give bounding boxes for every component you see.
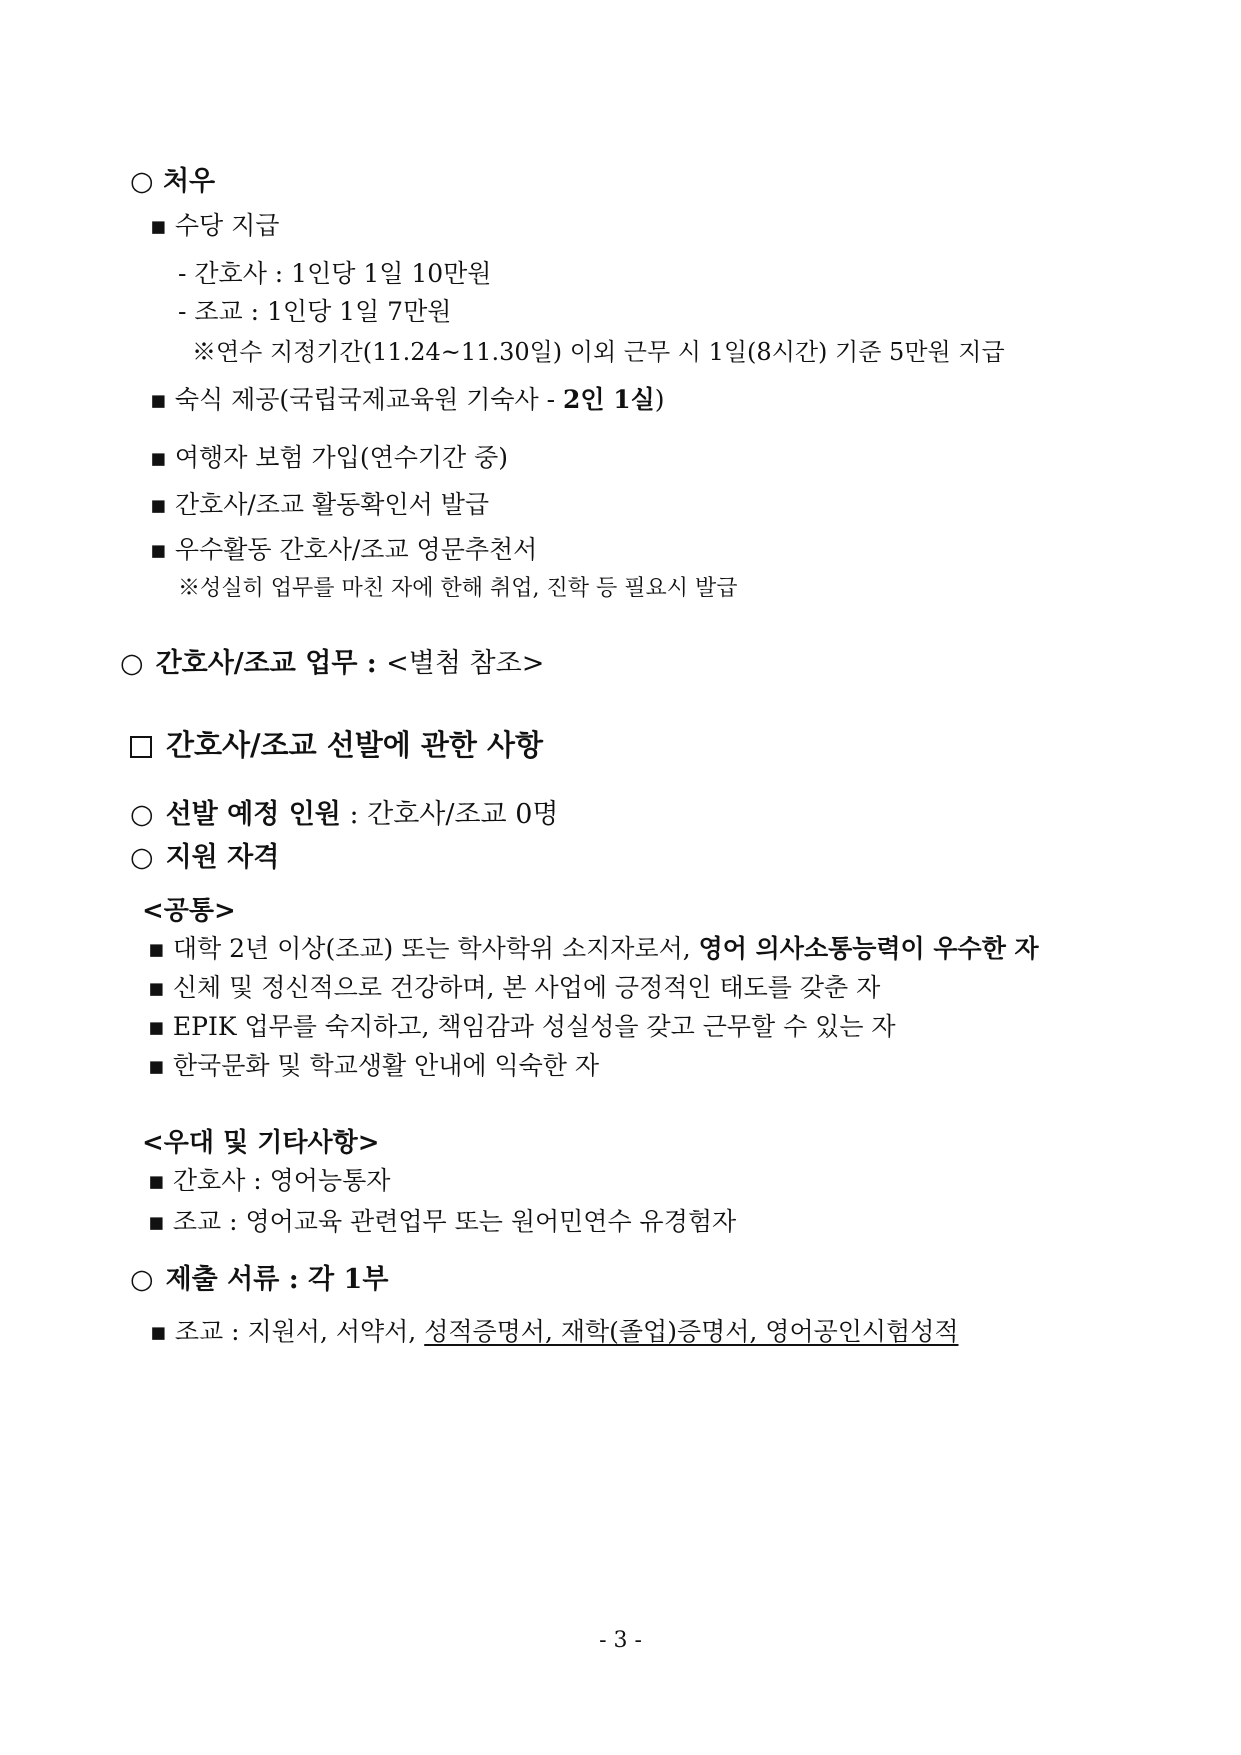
lodging-prefix: ▪ 숙식 제공(국립국제교육원 기숙사 - bbox=[150, 385, 563, 414]
circle-bullet-icon: ○ bbox=[130, 842, 154, 873]
lodging-suffix: ) bbox=[654, 385, 665, 414]
documents-line bbox=[130, 1264, 388, 1296]
common-item-1-prefix: ▪ 대학 2년 이상(조교) 또는 학사학위 소지자로서, bbox=[148, 934, 699, 963]
selection-heading-text: 간호사/조교 선발에 관한 사항 bbox=[166, 728, 544, 762]
circle-bullet-icon: ○ bbox=[130, 799, 154, 830]
common-item-2: ▪ 신체 및 정신적으로 건강하며, 본 사업에 긍정적인 태도를 갖춘 자 bbox=[148, 973, 881, 1002]
headcount-value: : 간호사/조교 0명 bbox=[340, 799, 559, 830]
treatment-heading: ○ 처우 bbox=[130, 166, 216, 197]
selection-section-heading bbox=[130, 727, 543, 763]
preference-title: <우대 및 기타사항> bbox=[142, 1128, 380, 1158]
recommendation-item: ▪ 우수활동 간호사/조교 영문추천서 bbox=[150, 535, 538, 564]
documents-assistant bbox=[150, 1316, 959, 1348]
common-item-3: ▪ EPIK 업무를 숙지하고, 책임감과 성실성을 갖고 근무할 수 있는 자 bbox=[148, 1012, 896, 1041]
qualification-line bbox=[130, 842, 279, 874]
recommendation-note: ※성실히 업무를 마친 자에 한해 취업, 진학 등 필요시 발급 bbox=[178, 576, 738, 601]
documents-heading: 제출 서류 : 각 1부 bbox=[165, 1264, 389, 1295]
duties-value: <별첨 참조> bbox=[386, 648, 545, 679]
duties-line bbox=[120, 648, 544, 680]
preference-assistant: ▪ 조교 : 영어교육 관련업무 또는 원어민연수 유경험자 bbox=[148, 1207, 737, 1236]
documents-assistant-underlined: 성적증명서, 재학(졸업)증명서, 영어공인시험성적 bbox=[424, 1317, 959, 1346]
allowance-note: ※연수 지정기간(11.24~11.30일) 이외 근무 시 1일(8시간) 기준 5만원 지급 bbox=[192, 338, 1005, 366]
certificate-item: ▪ 간호사/조교 활동확인서 발급 bbox=[150, 490, 490, 519]
page-number: - 3 - bbox=[599, 1628, 642, 1653]
preference-nurse: ▪ 간호사 : 영어능통자 bbox=[148, 1166, 391, 1195]
lodging-item bbox=[150, 384, 665, 416]
square-bullet-icon bbox=[130, 736, 152, 758]
common-item-1-bold: 영어 의사소통능력이 우수한 자 bbox=[698, 934, 1039, 963]
duties-bullet: ○ bbox=[120, 648, 144, 679]
allowance-nurse: - 간호사 : 1인당 1일 10만원 bbox=[178, 259, 492, 288]
allowance-title: ▪ 수당 지급 bbox=[150, 211, 280, 240]
common-item-1 bbox=[148, 933, 1039, 965]
lodging-bold: 2인 1실 bbox=[562, 385, 655, 414]
headcount-label: 선발 예정 인원 bbox=[165, 799, 341, 830]
common-item-4: ▪ 한국문화 및 학교생활 안내에 익숙한 자 bbox=[148, 1051, 600, 1080]
allowance-assistant: - 조교 : 1인당 1일 7만원 bbox=[178, 297, 452, 326]
insurance-item: ▪ 여행자 보험 가입(연수기간 중) bbox=[150, 443, 509, 472]
circle-bullet-icon: ○ bbox=[130, 1264, 154, 1295]
qualification-heading: 지원 자격 bbox=[165, 842, 280, 873]
common-title: <공통> bbox=[142, 896, 236, 926]
duties-label: 간호사/조교 업무 : bbox=[155, 648, 387, 679]
documents-assistant-prefix: ▪ 조교 : 지원서, 서약서, bbox=[150, 1317, 425, 1346]
headcount-line bbox=[130, 799, 558, 831]
